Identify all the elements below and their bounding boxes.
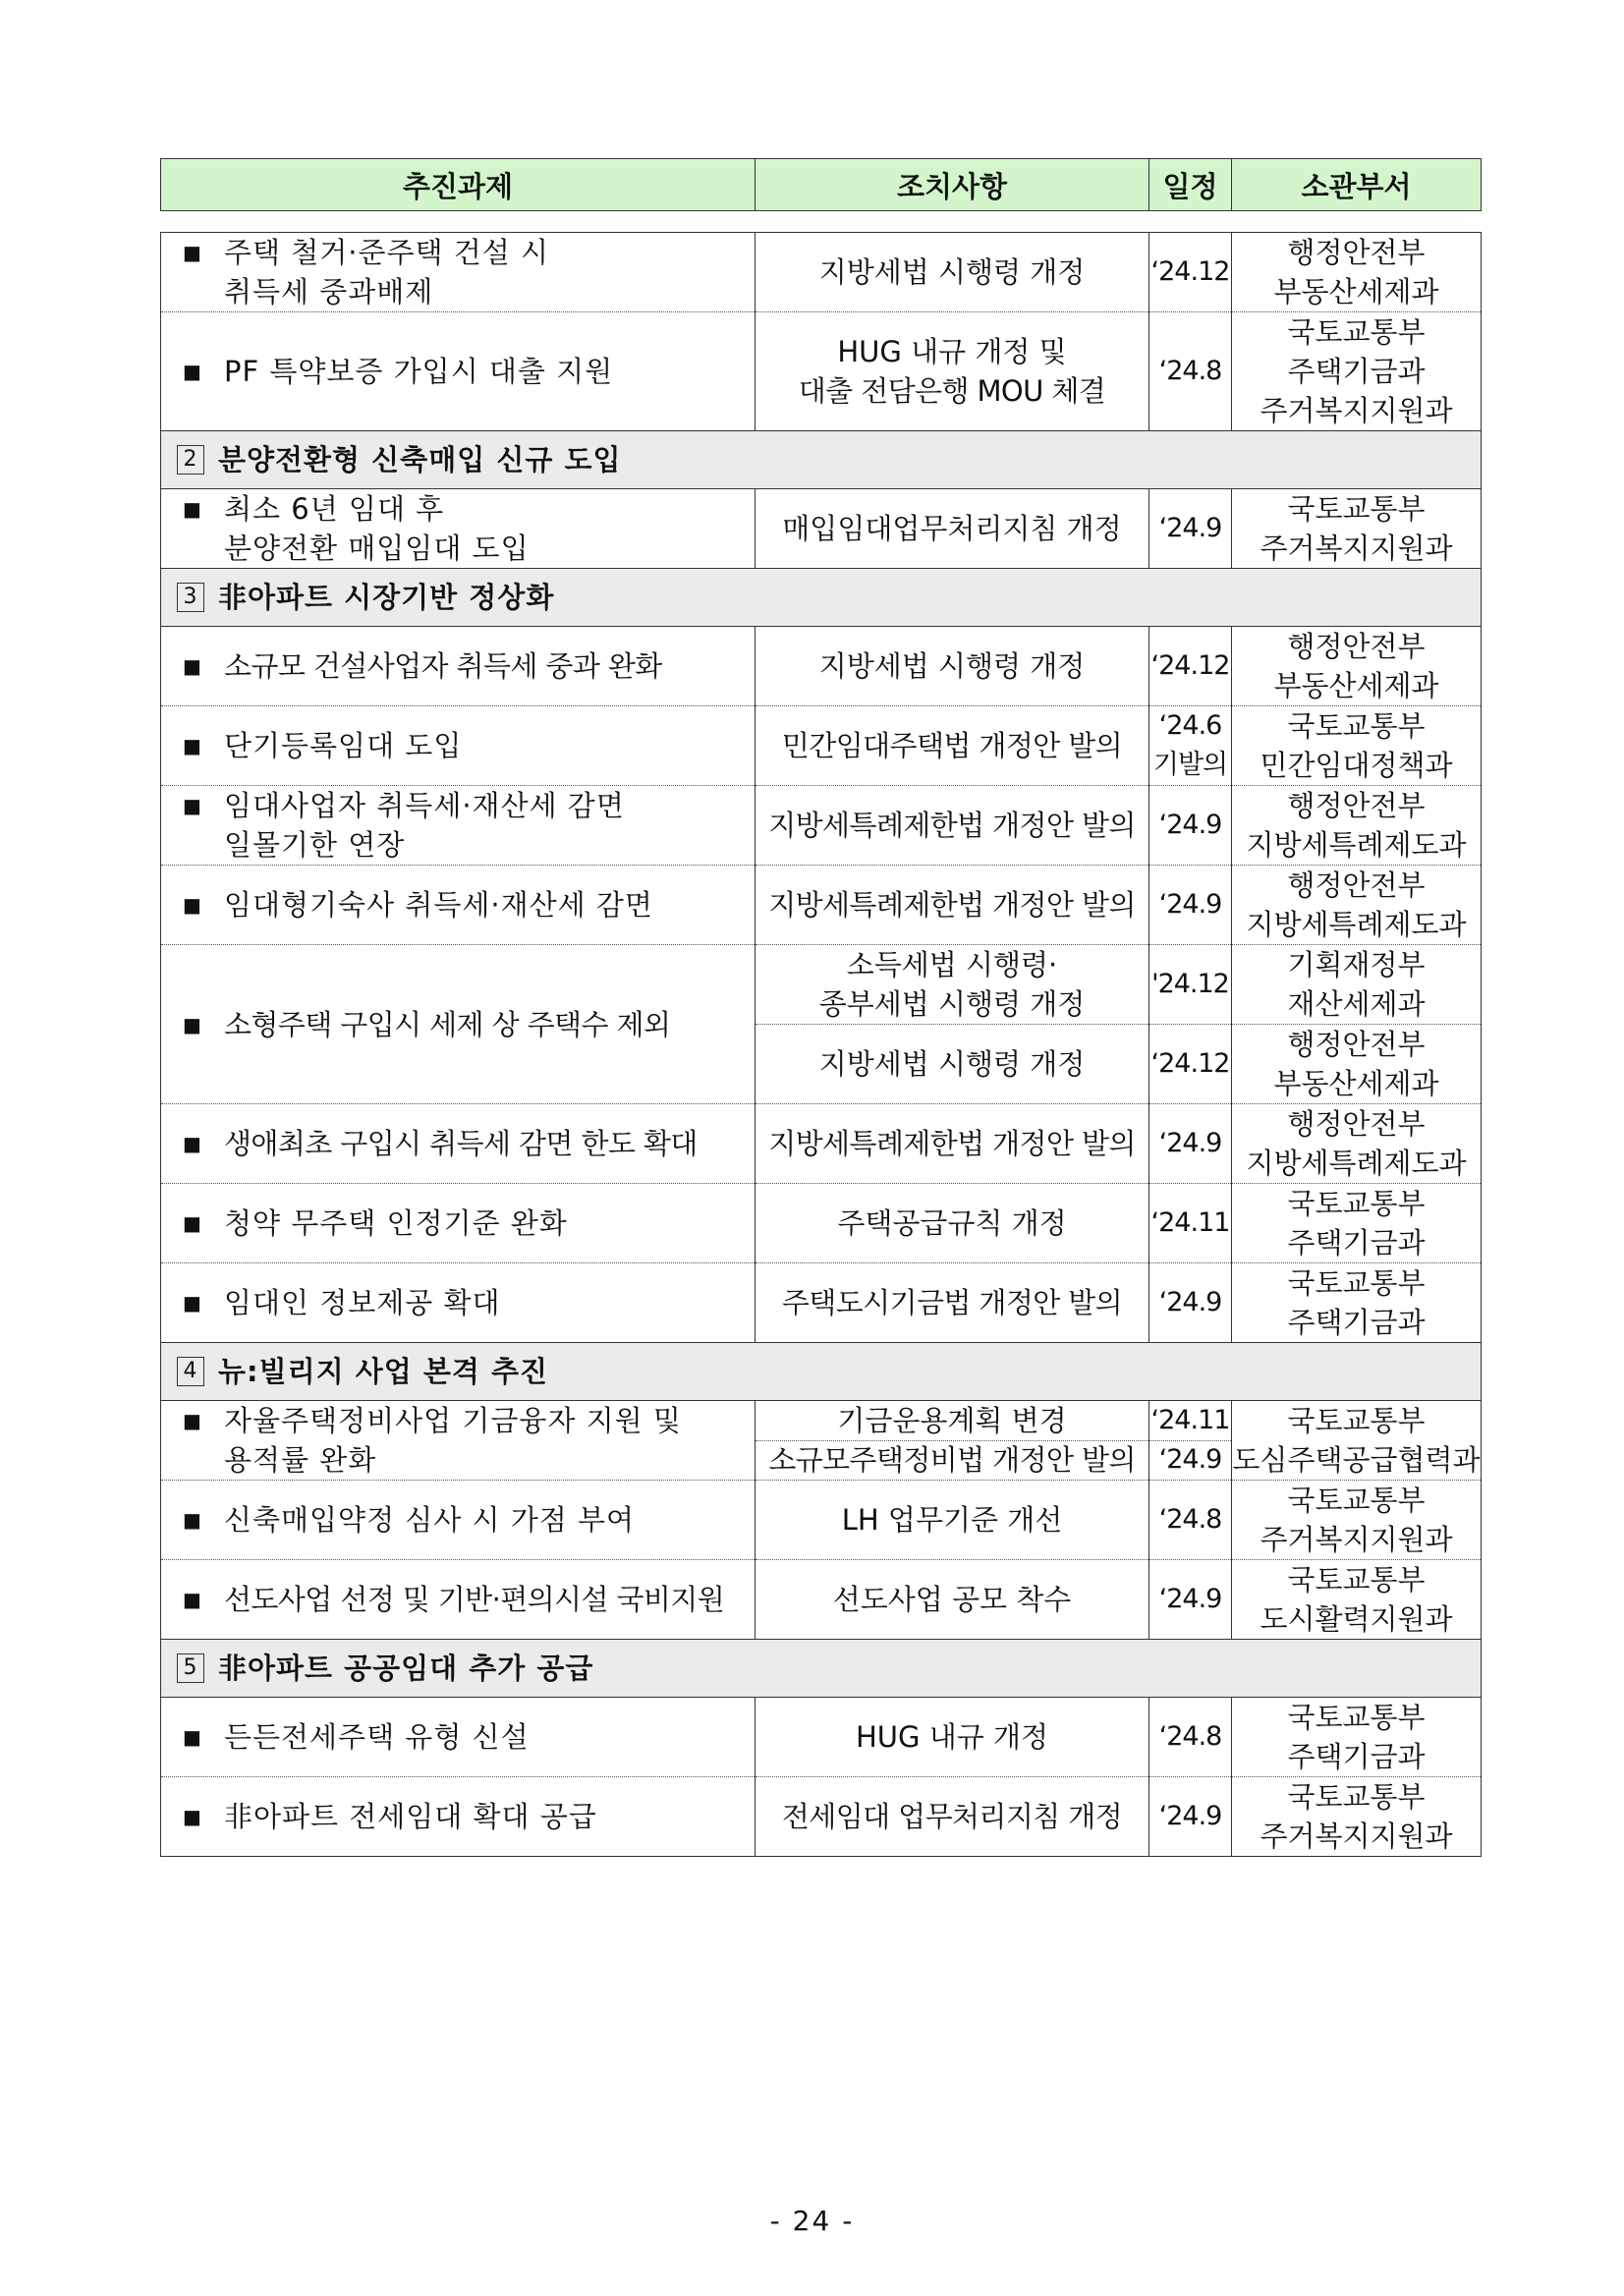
action-cell-line: 기금운용계획 변경	[837, 1403, 1067, 1437]
bullet-icon: ■	[183, 1805, 201, 1828]
task-text-line: 소규모 건설사업자 취득세 중과 완화	[224, 649, 662, 683]
schedule-cell-line: ‘24.11	[1150, 1404, 1230, 1435]
dept-cell	[1232, 786, 1482, 866]
table-row	[161, 1777, 1482, 1857]
bullet-icon: ■	[183, 1725, 201, 1749]
task-text	[224, 885, 653, 924]
action-cell-line: 매입임대업무처리지침 개정	[782, 512, 1122, 545]
action-cell-line: LH 업무기준 개선	[841, 1503, 1063, 1537]
dept-cell	[1232, 233, 1482, 312]
action-cell-line: 지방세법 시행령 개정	[818, 649, 1086, 683]
dept-cell-line: 기획재정부	[1287, 948, 1426, 981]
task-cell	[161, 489, 756, 569]
task-cell	[161, 706, 756, 786]
action-cell-line: 소득세법 시행령·	[846, 948, 1058, 981]
table-row	[161, 489, 1482, 569]
bullet-icon: ■	[183, 734, 201, 757]
schedule-cell-line: ‘24.9	[1158, 810, 1222, 840]
task-line	[183, 352, 755, 391]
schedule-cell-line: ‘24.12	[1150, 650, 1230, 681]
dept-cell-line: 지방세특례제도과	[1246, 908, 1467, 941]
dept-cell-line: 도시활력지원과	[1260, 1602, 1453, 1636]
schedule-cell-line: '24.12	[1151, 969, 1229, 999]
section-row	[161, 1640, 1482, 1698]
task-text	[224, 1401, 682, 1480]
bullet-icon: ■	[183, 1409, 201, 1432]
section-title	[161, 1343, 1482, 1401]
schedule-cell-line: ‘24.9	[1158, 889, 1222, 920]
task-text	[224, 726, 462, 765]
schedule-cell-line: 기발의	[1152, 750, 1228, 780]
dept-cell-line: 국토교통부	[1287, 1404, 1426, 1437]
task-text	[224, 1204, 568, 1243]
bullet-icon: ■	[183, 893, 201, 917]
dept-cell-line: 국토교통부	[1287, 1187, 1426, 1220]
dept-cell-line: 국토교통부	[1287, 1484, 1426, 1517]
task-text	[224, 489, 530, 568]
action-cell-line: HUG 내규 개정	[856, 1720, 1048, 1754]
dept-cell-line: 지방세특례제도과	[1246, 1147, 1467, 1180]
schedule-cell-line: ‘24.9	[1158, 513, 1222, 543]
schedule-cell-line: ‘24.6	[1158, 710, 1222, 741]
table-row	[161, 1698, 1482, 1777]
task-text-line: 단기등록임대 도입	[224, 729, 463, 762]
action-cell	[756, 1263, 1149, 1343]
dept-cell	[1232, 866, 1482, 945]
action-cell	[756, 945, 1149, 1025]
table-row	[161, 1560, 1482, 1640]
dept-cell-line: 주택기금과	[1287, 355, 1426, 388]
dept-cell	[1232, 1698, 1482, 1777]
task-text-line: 든든전세주택 유형 신설	[224, 1720, 530, 1754]
task-text-line: 최소 6년 임대 후	[224, 492, 445, 526]
schedule-cell	[1149, 1777, 1232, 1857]
section-title-text: 非아파트 공공임대 추가 공급	[218, 1652, 594, 1685]
section-title-text: 非아파트 시장기반 정상화	[218, 581, 555, 614]
action-cell-line: HUG 내규 개정 및	[837, 335, 1067, 368]
dept-cell-line: 국토교통부	[1287, 709, 1426, 743]
task-line	[183, 646, 755, 686]
dept-cell	[1232, 489, 1482, 569]
schedule-cell	[1149, 1698, 1232, 1777]
dept-cell-line: 부동산세제과	[1273, 275, 1439, 308]
action-cell-line: 전세임대 업무처리지침 개정	[781, 1800, 1123, 1833]
task-cell	[161, 627, 756, 706]
dept-cell-line: 주택기금과	[1287, 1740, 1426, 1773]
task-cell	[161, 1698, 756, 1777]
schedule-cell	[1149, 786, 1232, 866]
task-text	[224, 1717, 530, 1757]
dept-cell	[1232, 312, 1482, 431]
section-title	[161, 431, 1482, 489]
task-line	[183, 786, 755, 865]
task-line	[183, 1204, 755, 1243]
dept-cell-line: 재산세제과	[1287, 987, 1426, 1021]
task-line	[183, 1401, 755, 1480]
task-cell	[161, 312, 756, 431]
schedule-cell	[1149, 1184, 1232, 1263]
task-text-line: 소형주택 구입시 세제 상 주택수 제외	[224, 1007, 671, 1041]
action-cell	[756, 866, 1149, 945]
schedule-cell	[1149, 312, 1232, 431]
dept-cell-line: 국토교통부	[1287, 1563, 1426, 1596]
dept-cell	[1232, 1184, 1482, 1263]
action-cell-line: 대출 전담은행 MOU 체결	[798, 374, 1106, 408]
dept-cell-line: 국토교통부	[1287, 1780, 1426, 1814]
dept-cell	[1232, 1263, 1482, 1343]
action-cell-line: 지방세특례제한법 개정안 발의	[768, 888, 1136, 922]
schedule-cell	[1149, 945, 1232, 1025]
section-row	[161, 431, 1482, 489]
action-cell-line: 주택공급규칙 개정	[837, 1206, 1067, 1240]
dept-cell	[1232, 1560, 1482, 1640]
header-task: 추진과제	[161, 159, 756, 211]
task-line	[183, 1797, 755, 1836]
dept-cell-line: 행정안전부	[1287, 789, 1426, 822]
action-cell	[756, 706, 1149, 786]
table-row	[161, 945, 1482, 1025]
schedule-cell-line: ‘24.9	[1158, 1801, 1222, 1831]
section-number-box: 2	[177, 445, 204, 475]
task-text-line: 용적률 완화	[224, 1443, 377, 1477]
task-line	[183, 1580, 755, 1619]
task-line	[183, 1283, 755, 1322]
dept-cell-line: 주거복지지원과	[1260, 532, 1453, 565]
action-cell	[756, 1401, 1149, 1441]
task-text-line: 주택 철거·준주택 건설 시	[224, 236, 550, 269]
dept-cell-line: 행정안전부	[1287, 236, 1426, 269]
action-cell-line: 지방세법 시행령 개정	[818, 1047, 1086, 1081]
schedule-cell-line: ‘24.9	[1158, 1287, 1222, 1317]
task-text	[224, 646, 662, 686]
schedule-cell-line: ‘24.9	[1158, 1584, 1222, 1614]
action-cell	[756, 627, 1149, 706]
task-text-line: 임대인 정보제공 확대	[224, 1286, 501, 1319]
action-cell	[756, 312, 1149, 431]
task-text	[224, 1283, 501, 1322]
table-row	[161, 786, 1482, 866]
task-line	[183, 233, 755, 311]
action-cell	[756, 489, 1149, 569]
task-cell	[161, 233, 756, 312]
dept-cell	[1232, 1104, 1482, 1184]
schedule-cell	[1149, 1440, 1232, 1481]
action-cell-line: 지방세특례제한법 개정안 발의	[768, 809, 1136, 842]
schedule-cell	[1149, 233, 1232, 312]
task-line	[183, 1717, 755, 1757]
dept-cell-line: 부동산세제과	[1273, 1067, 1439, 1100]
task-cell	[161, 1184, 756, 1263]
bullet-icon: ■	[183, 654, 201, 678]
task-text	[224, 352, 613, 391]
schedule-cell-line: ‘24.11	[1150, 1207, 1230, 1238]
table-row	[161, 706, 1482, 786]
action-cell	[756, 786, 1149, 866]
dept-cell	[1232, 1481, 1482, 1560]
action-cell-line: 소규모주택정비법 개정안 발의	[768, 1443, 1136, 1478]
task-text-line: 신축매입약정 심사 시 가점 부여	[224, 1503, 636, 1537]
action-cell	[756, 233, 1149, 312]
schedule-cell	[1149, 1263, 1232, 1343]
dept-cell	[1232, 627, 1482, 706]
task-line	[183, 1500, 755, 1540]
dept-cell-line: 행정안전부	[1287, 868, 1426, 902]
section-number-box: 3	[177, 583, 204, 612]
task-cell	[161, 1263, 756, 1343]
measures-table	[160, 232, 1482, 1857]
bullet-icon: ■	[183, 1012, 201, 1036]
action-cell-line: 종부세법 시행령 개정	[818, 987, 1086, 1021]
task-text-line: 생애최초 구입시 취득세 감면 한도 확대	[224, 1127, 698, 1160]
task-text	[224, 786, 625, 865]
action-cell	[756, 1184, 1149, 1263]
section-number-box: 4	[177, 1357, 204, 1386]
section-title-text: 뉴:빌리지 사업 본격 추진	[218, 1355, 549, 1388]
task-text-line: PF 특약보증 가입시 대출 지원	[224, 355, 614, 388]
schedule-cell	[1149, 1025, 1232, 1104]
task-text	[224, 1580, 724, 1619]
bullet-icon: ■	[183, 1132, 201, 1155]
task-cell	[161, 1481, 756, 1560]
dept-cell-line: 주거복지지원과	[1260, 394, 1453, 427]
dept-cell	[1232, 1401, 1482, 1481]
table-row	[161, 866, 1482, 945]
dept-cell-line: 국토교통부	[1287, 1266, 1426, 1300]
task-text-line: 임대형기숙사 취득세·재산세 감면	[224, 888, 653, 922]
page-number: - 24 -	[769, 2205, 855, 2237]
dept-cell	[1232, 1777, 1482, 1857]
action-cell-line: 선도사업 공모 착수	[832, 1583, 1072, 1616]
action-cell	[756, 1698, 1149, 1777]
dept-cell-line: 도심주택공급협력과	[1232, 1443, 1481, 1477]
bullet-icon: ■	[183, 794, 201, 817]
dept-cell-line: 주거복지지원과	[1260, 1820, 1453, 1853]
dept-cell	[1232, 1025, 1482, 1104]
task-text-line: 일몰기한 연장	[224, 828, 406, 862]
task-text-line: 자율주택정비사업 기금융자 지원 및	[224, 1404, 682, 1437]
table-row	[161, 233, 1482, 312]
dept-cell-line: 부동산세제과	[1273, 669, 1439, 702]
schedule-cell	[1149, 1560, 1232, 1640]
task-text-line: 선도사업 선정 및 기반·편의시설 국비지원	[224, 1583, 725, 1616]
task-line	[183, 885, 755, 924]
task-cell	[161, 1777, 756, 1857]
schedule-cell-line: ‘24.8	[1158, 1504, 1222, 1535]
table-body	[161, 233, 1482, 1857]
header-dept: 소관부서	[1232, 159, 1482, 211]
section-number-box: 5	[177, 1653, 204, 1683]
table-row	[161, 1104, 1482, 1184]
task-text	[224, 1124, 698, 1163]
dept-cell-line: 행정안전부	[1287, 1107, 1426, 1141]
bullet-icon: ■	[183, 1291, 201, 1315]
task-cell	[161, 866, 756, 945]
task-line	[183, 1005, 755, 1044]
task-text	[224, 1005, 670, 1044]
bullet-icon: ■	[183, 360, 201, 383]
task-cell	[161, 1401, 756, 1481]
schedule-cell	[1149, 866, 1232, 945]
table-row	[161, 1263, 1482, 1343]
dept-cell-line: 국토교통부	[1287, 1701, 1426, 1734]
header-schedule: 일정	[1149, 159, 1232, 211]
bullet-icon: ■	[183, 497, 201, 521]
bullet-icon: ■	[183, 1508, 201, 1532]
table-row	[161, 1184, 1482, 1263]
task-cell	[161, 945, 756, 1104]
schedule-cell	[1149, 706, 1232, 786]
task-text	[224, 233, 549, 311]
dept-cell-line: 행정안전부	[1287, 630, 1426, 663]
task-text-line: 非아파트 전세임대 확대 공급	[224, 1800, 597, 1833]
task-text-line: 취득세 중과배제	[224, 275, 434, 308]
action-cell	[756, 1777, 1149, 1857]
dept-cell-line: 국토교통부	[1287, 315, 1426, 349]
schedule-cell	[1149, 1401, 1232, 1441]
task-text	[224, 1797, 597, 1836]
header-action: 조치사항	[756, 159, 1149, 211]
task-cell	[161, 786, 756, 866]
dept-cell-line: 주거복지지원과	[1260, 1523, 1453, 1556]
dept-cell	[1232, 945, 1482, 1025]
action-cell-line: 주택도시기금법 개정안 발의	[781, 1286, 1123, 1319]
table-row	[161, 1401, 1482, 1441]
action-cell	[756, 1481, 1149, 1560]
action-cell-line: 지방세법 시행령 개정	[818, 255, 1086, 289]
task-line	[183, 726, 755, 765]
section-title-text: 분양전환형 신축매입 신규 도입	[218, 443, 622, 476]
table-row	[161, 1481, 1482, 1560]
table-row	[161, 312, 1482, 431]
dept-cell-line: 주택기금과	[1287, 1226, 1426, 1260]
schedule-cell-line: ‘24.12	[1150, 1048, 1230, 1079]
dept-cell	[1232, 706, 1482, 786]
schedule-cell-line: ‘24.9	[1158, 1444, 1222, 1476]
action-cell	[756, 1440, 1149, 1481]
bullet-icon: ■	[183, 1211, 201, 1235]
task-text	[224, 1500, 635, 1540]
task-line	[183, 1124, 755, 1163]
section-row	[161, 569, 1482, 627]
schedule-cell	[1149, 1104, 1232, 1184]
dept-cell-line: 국토교통부	[1287, 492, 1426, 526]
table-row	[161, 627, 1482, 706]
schedule-cell-line: ‘24.12	[1150, 256, 1230, 287]
bullet-icon: ■	[183, 241, 201, 264]
task-cell	[161, 1104, 756, 1184]
schedule-cell	[1149, 627, 1232, 706]
action-cell-line: 민간임대주택법 개정안 발의	[781, 729, 1123, 762]
section-title	[161, 1640, 1482, 1698]
dept-cell-line: 행정안전부	[1287, 1028, 1426, 1061]
schedule-cell	[1149, 1481, 1232, 1560]
section-title	[161, 569, 1482, 627]
task-text-line: 임대사업자 취득세·재산세 감면	[224, 789, 625, 822]
task-cell	[161, 1560, 756, 1640]
schedule-cell-line: ‘24.8	[1158, 1721, 1222, 1752]
schedule-cell-line: ‘24.9	[1158, 1128, 1222, 1158]
action-cell	[756, 1025, 1149, 1104]
task-text-line: 청약 무주택 인정기준 완화	[224, 1206, 568, 1240]
dept-cell-line: 민간임대정책과	[1260, 749, 1453, 782]
bullet-icon: ■	[183, 1588, 201, 1611]
action-cell	[756, 1104, 1149, 1184]
header-row	[161, 159, 1482, 211]
task-text-line: 분양전환 매입임대 도입	[224, 532, 530, 565]
table-header	[160, 158, 1482, 211]
dept-cell-line: 지방세특례제도과	[1246, 828, 1467, 862]
action-cell-line: 지방세특례제한법 개정안 발의	[768, 1127, 1136, 1160]
section-row	[161, 1343, 1482, 1401]
dept-cell-line: 주택기금과	[1287, 1306, 1426, 1339]
schedule-cell	[1149, 489, 1232, 569]
action-cell	[756, 1560, 1149, 1640]
schedule-cell-line: ‘24.8	[1158, 356, 1222, 386]
task-line	[183, 489, 755, 568]
